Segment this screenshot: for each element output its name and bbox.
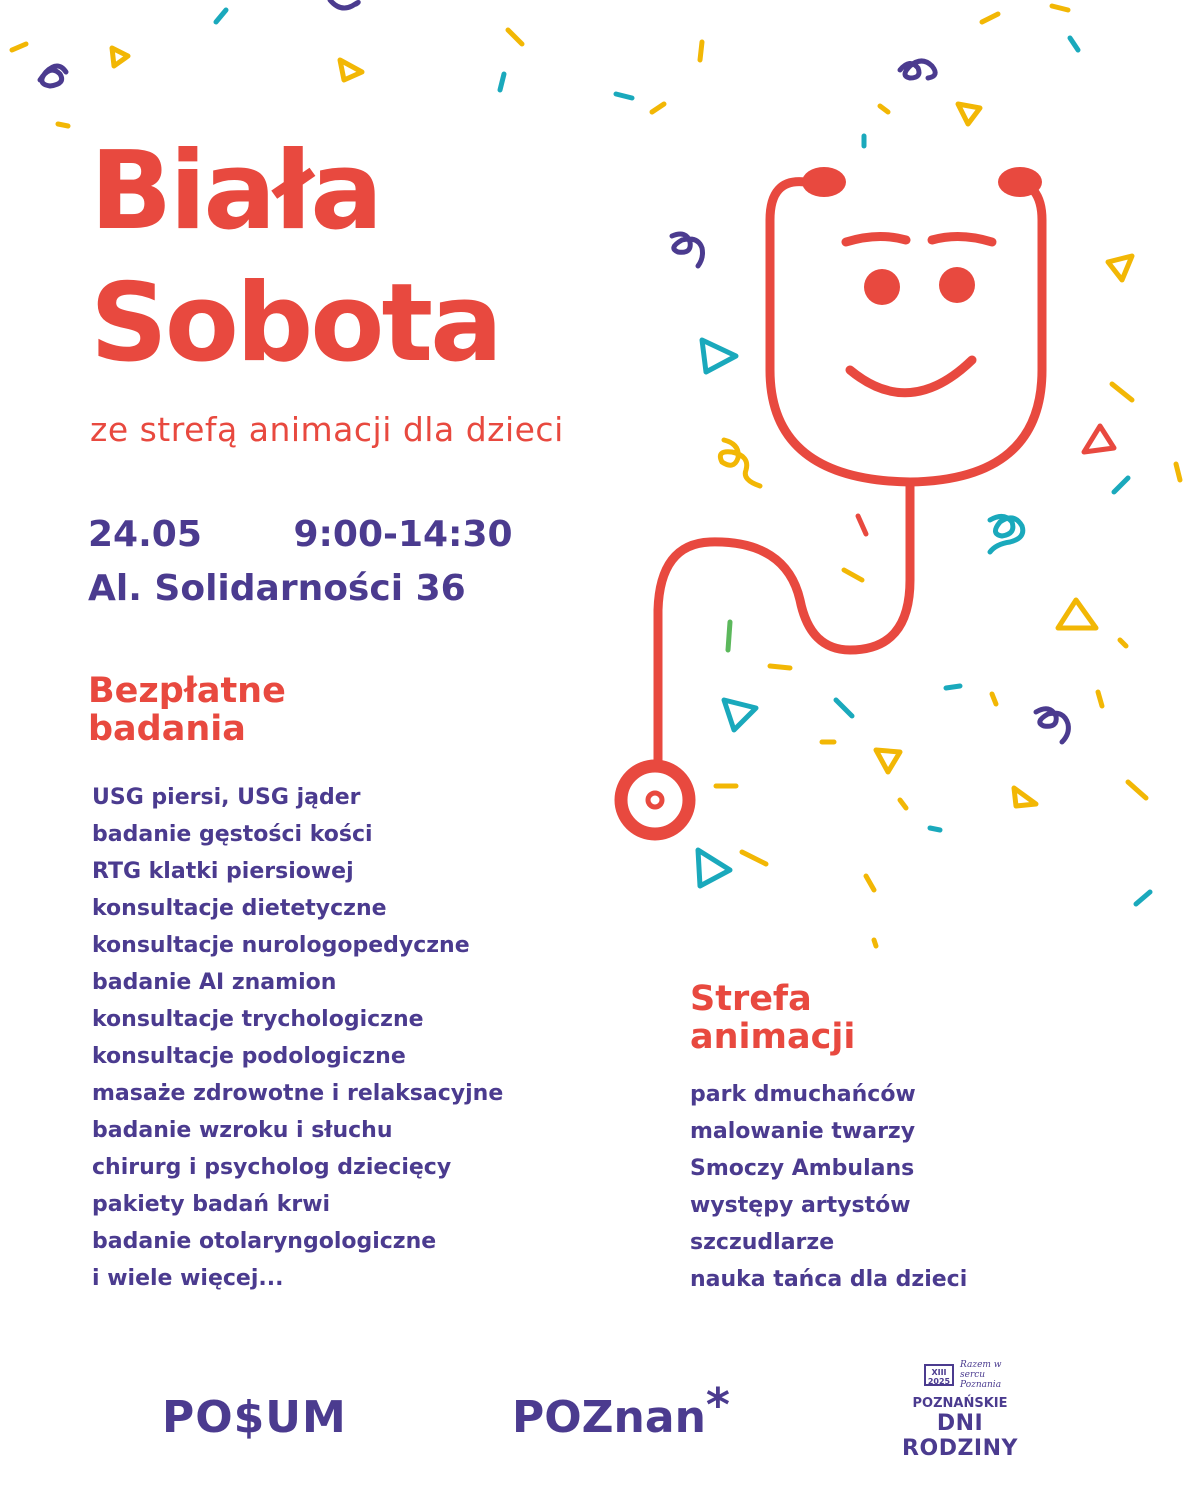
list-item: konsultacje podologiczne [92, 1044, 406, 1069]
poznan-logo [512, 1378, 730, 1446]
list-item: masaże zdrowotne i relaksacyjne [92, 1081, 504, 1106]
animation-zone-heading-line2: animacji [690, 1017, 856, 1057]
list-item: badanie wzroku i słuchu [92, 1118, 393, 1143]
subtitle: ze strefą animacji dla dzieci [90, 410, 564, 449]
list-item: pakiety badań krwi [92, 1192, 331, 1217]
list-item: park dmuchańców [690, 1082, 916, 1107]
event-date-time: 24.05 9:00-14:30 [88, 514, 513, 555]
list-item: chirurg i psycholog dziecięcy [92, 1155, 452, 1180]
list-item: nauka tańca dla dzieci [690, 1267, 968, 1292]
pdr-badge: XIII 2025 [924, 1364, 954, 1386]
list-item: i wiele więcej... [92, 1266, 284, 1291]
list-item: konsultacje dietetyczne [92, 896, 387, 921]
animation-zone-list [690, 1076, 967, 1298]
list-item: badanie otolaryngologiczne [92, 1229, 437, 1254]
pdr-tagline: Razem w sercu Poznania [960, 1360, 1002, 1390]
page-title-line1: Biała [90, 129, 381, 254]
list-item: malowanie twarzy [690, 1119, 916, 1144]
poznan-logo-text: POZnan [512, 1392, 706, 1443]
list-item: badanie gęstości kości [92, 822, 373, 847]
posum-logo: PO$UM [162, 1392, 347, 1443]
list-item: szczudlarze [690, 1230, 835, 1255]
free-exams-heading-line2: badania [88, 709, 246, 749]
animation-zone-heading-line1: Strefa [690, 979, 812, 1019]
animation-zone-heading [690, 980, 855, 1056]
list-item: występy artystów [690, 1193, 911, 1218]
poznanskie-dni-rodziny-logo [880, 1360, 1040, 1461]
free-exams-heading-line1: Bezpłatne [88, 671, 286, 711]
page-title-line2: Sobota [90, 261, 500, 386]
poznan-asterisk-icon: * [705, 1378, 730, 1432]
list-item: konsultacje nurologopedyczne [92, 933, 470, 958]
pdr-line2: DNI RODZINY [902, 1411, 1018, 1461]
list-item: konsultacje trychologiczne [92, 1007, 424, 1032]
event-address: Al. Solidarności 36 [88, 568, 466, 609]
free-exams-list [92, 779, 503, 1297]
pdr-line1: POZNAŃSKIE [912, 1396, 1008, 1411]
list-item: Smoczy Ambulans [690, 1156, 915, 1181]
list-item: RTG klatki piersiowej [92, 859, 354, 884]
list-item: badanie AI znamion [92, 970, 337, 995]
free-exams-heading [88, 672, 286, 748]
list-item: USG piersi, USG jąder [92, 785, 361, 810]
